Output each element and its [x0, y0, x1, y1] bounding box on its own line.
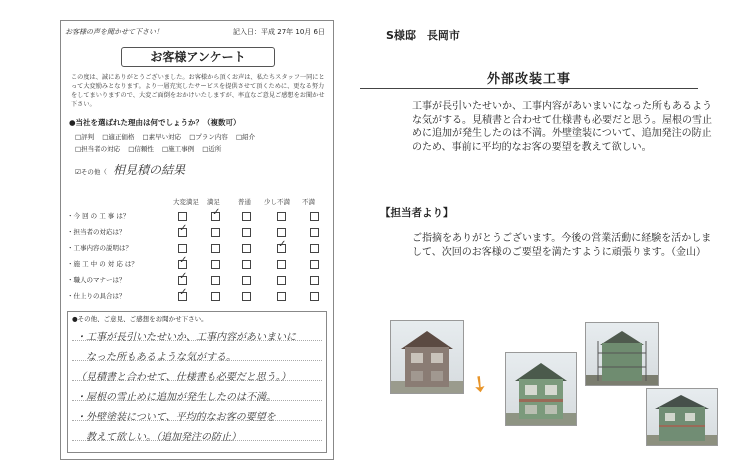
- photo-before: [390, 320, 464, 394]
- rating-checkbox[interactable]: [211, 228, 220, 237]
- survey-sheet: [60, 20, 334, 460]
- rating-header: 普通: [238, 198, 251, 206]
- rating-checkbox[interactable]: [310, 244, 319, 253]
- staff-heading: 【担当者より】: [380, 207, 454, 219]
- rating-checkbox[interactable]: [242, 260, 251, 269]
- reason-option[interactable]: □評判: [75, 133, 95, 141]
- comment-line: なった所もあるような気がする。: [76, 352, 236, 363]
- rating-row: [67, 207, 327, 225]
- rating-checkbox[interactable]: [310, 276, 319, 285]
- rating-checkbox[interactable]: [242, 292, 251, 301]
- rating-checkbox[interactable]: [211, 244, 220, 253]
- check-mark-icon: ✓: [179, 255, 188, 266]
- reason-option[interactable]: □プラン内容: [189, 133, 228, 141]
- rating-checkbox[interactable]: [242, 276, 251, 285]
- rating-row: [67, 239, 327, 257]
- check-mark-icon: ✓: [212, 207, 221, 218]
- rating-header: 満足: [207, 198, 220, 206]
- rating-header: 不満: [302, 198, 315, 206]
- check-mark-icon: ✓: [179, 223, 188, 234]
- check-mark-icon: ✓: [179, 287, 188, 298]
- rating-checkbox[interactable]: [310, 260, 319, 269]
- rating-checkbox[interactable]: [242, 212, 251, 221]
- rating-checkbox[interactable]: [310, 228, 319, 237]
- rating-header: 大変満足: [173, 198, 199, 206]
- rating-row: [67, 271, 327, 289]
- comment-question: ●その他、ご意見、ご感想をお聞かせ下さい。: [72, 315, 208, 323]
- reason-other-answer: 相見積の結果: [113, 163, 186, 177]
- rating-checkbox[interactable]: [310, 212, 319, 221]
- customer-name: S様邸 長岡市: [386, 29, 460, 42]
- comment-line: 教えて欲しい。（追加発注の防止）: [76, 432, 241, 443]
- reason-option[interactable]: □近所: [202, 145, 222, 153]
- comment-line: （見積書と合わせて、仕様書も必要だと思う。）: [76, 372, 291, 383]
- rating-row: [67, 255, 327, 273]
- rating-row-label: ・担当者の対応は？: [67, 228, 126, 236]
- photo-after-1: [505, 352, 577, 426]
- staff-comment: ご指摘をありがとうございます。今後の営業活動に経験を活かしまして、次回のお客様のご要望を満たすように頑張ります。（金山）: [412, 233, 712, 258]
- rating-row: [67, 287, 327, 305]
- reason-other-label[interactable]: ☑その他（: [75, 168, 107, 176]
- rating-checkbox[interactable]: [211, 276, 220, 285]
- rating-checkbox[interactable]: [277, 292, 286, 301]
- rating-row-label: ・工事内容の説明は？: [67, 244, 132, 252]
- reason-option[interactable]: □信頼性: [128, 145, 154, 153]
- rating-checkbox[interactable]: [242, 244, 251, 253]
- reason-option[interactable]: □担当者の対応: [75, 145, 121, 153]
- reason-option[interactable]: □適正価格: [102, 133, 135, 141]
- check-mark-icon: ✓: [179, 271, 188, 282]
- survey-date: 記入日：平成 27年 10月 6日: [233, 28, 325, 36]
- rating-checkbox[interactable]: [310, 292, 319, 301]
- rating-row: [67, 223, 327, 241]
- comment-box: [67, 311, 327, 453]
- rating-checkbox[interactable]: [178, 212, 187, 221]
- rating-checkbox[interactable]: [277, 276, 286, 285]
- rating-row-label: ・仕上りの具合は？: [67, 292, 126, 300]
- reason-option[interactable]: □施工事例: [161, 145, 195, 153]
- title-underline: [360, 88, 698, 89]
- reason-option[interactable]: □素早い対応: [142, 133, 182, 141]
- work-title: 外部改装工事: [486, 72, 571, 87]
- rating-header: 少し不満: [264, 198, 290, 206]
- survey-intro: この度は、誠にありがとうございました。お客様から頂くお声は、私たちスタッフ一同にとって大変励みとなります。より一層充実したサービスを提供させて頂くために、更なる努力をしてまいりますので、大変ご面倒をおかけいたしますが、率直なご意見ご感想をお聞かせ下さい。: [71, 74, 325, 108]
- photo-scaffold: [585, 322, 659, 386]
- rating-checkbox[interactable]: [211, 260, 220, 269]
- reason-option[interactable]: □紹介: [235, 133, 256, 141]
- survey-title: お客様アンケート: [121, 47, 275, 67]
- customer-comment: 工事が長引いたせいか、工事内容があいまいになった所もあるような気がする。見積書と合わせて仕様書も必要だと思う。屋根の雪止めに追加が発生したのは不満。外壁塗装について、追加発注の防止のため、事前に平均的なお客の要望を教えて欲しい。: [412, 101, 712, 153]
- rating-row-label: ・職人のマナーは？: [67, 276, 126, 284]
- check-mark-icon: ✓: [278, 239, 287, 250]
- rating-row-label: ・施 工 中 の 対 応 は？: [67, 260, 138, 268]
- rating-checkbox[interactable]: [178, 244, 187, 253]
- rating-checkbox[interactable]: [277, 228, 286, 237]
- photo-after-2: [646, 388, 718, 446]
- comment-line: ・工事が長引いたせいか、工事内容があいまいに: [76, 332, 296, 343]
- rating-checkbox[interactable]: [277, 212, 286, 221]
- arrow-icon: ➘: [464, 368, 495, 401]
- rating-checkbox[interactable]: [211, 292, 220, 301]
- comment-line: ・外壁塗装について、平均的なお客の要望を: [76, 412, 276, 423]
- comment-line: ・屋根の雪止めに追加が発生したのは不満。: [76, 392, 276, 403]
- question-reason: ●当社を選ばれた理由は何でしょうか？（複数可）: [69, 118, 241, 127]
- rating-row-label: ・今 回 の 工 事 は？: [67, 212, 130, 220]
- reason-options: [75, 131, 325, 155]
- rating-checkbox[interactable]: [242, 228, 251, 237]
- rating-checkbox[interactable]: [277, 260, 286, 269]
- survey-header-note: お客様の声を聞かせて下さい！: [65, 28, 163, 36]
